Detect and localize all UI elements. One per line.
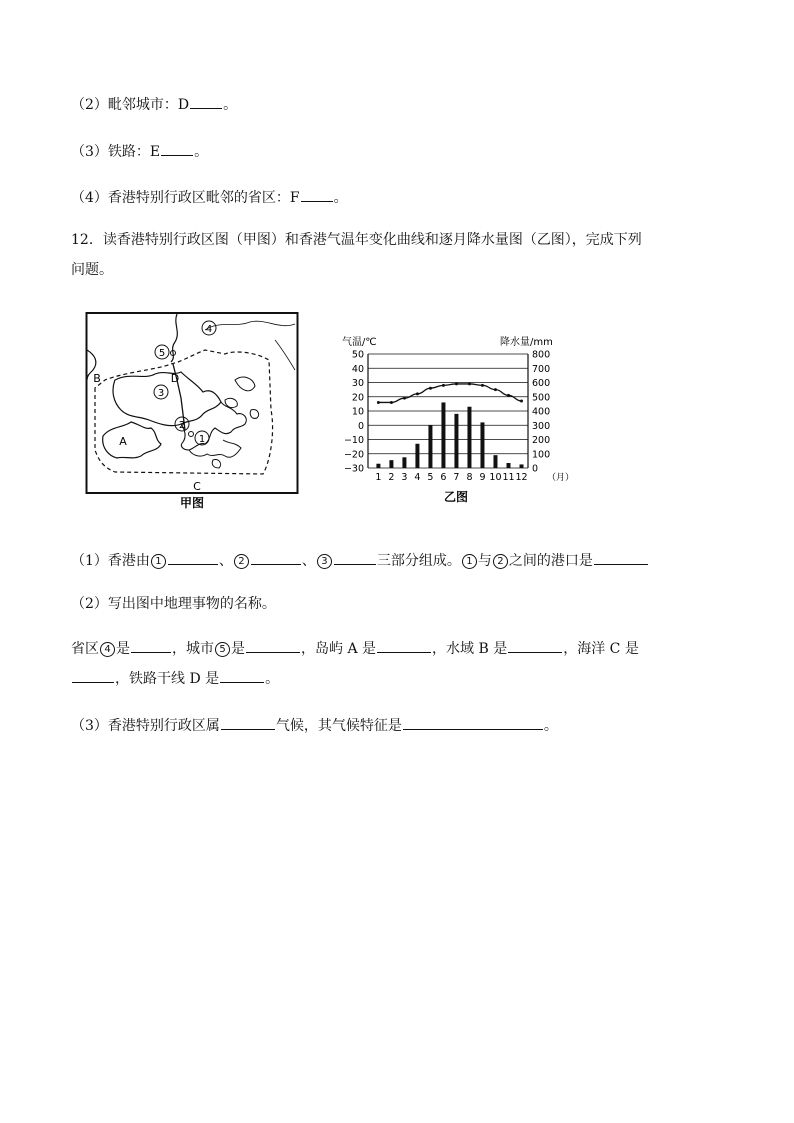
temperature-point [377,401,380,404]
precip-bar [493,455,497,468]
map-label-c: C [193,480,201,493]
precip-bar [480,422,484,468]
left-axis-label: 气温/℃ [342,337,377,348]
month-tick-label: 6 [440,472,447,483]
month-tick-label: 4 [414,472,421,483]
temp-tick-label: 40 [351,363,364,375]
temperature-point [507,394,510,397]
precip-bar [389,460,393,468]
precip-bar [402,457,406,468]
temperature-point [442,384,445,387]
s1-blank-1[interactable] [168,550,218,565]
precip-bar [519,464,523,468]
map-label-a: A [119,435,127,448]
temperature-point [455,382,458,385]
s2a-t6: ，海洋 C 是 [563,641,639,657]
circled-1b: 1 [462,554,477,569]
question-2-line [71,94,237,115]
temp-tick-label: 20 [351,392,364,404]
temp-tick-label: 30 [351,378,364,389]
precip-bar [428,425,432,468]
s2a-blank-1[interactable] [131,638,171,653]
map-caption: 甲图 [179,496,205,510]
s1-mid: 三部分组成。 [376,553,461,569]
right-axis-label: 降水量/mm [500,337,553,348]
precip-tick-label: 0 [532,463,539,475]
s1-blank-4[interactable] [594,550,648,565]
temperature-point [390,401,393,404]
s2a-pre: 省区 [71,641,99,657]
question-12-line2: 问题。 [71,262,113,278]
precip-tick-label: 100 [532,449,551,461]
map-label-d: D [170,372,180,385]
s3-blank-1[interactable] [221,715,275,730]
month-tick-label: 1 [375,472,382,483]
s1-sep2: 、 [301,553,316,569]
precip-tick-label: 600 [532,378,551,389]
s1-yu: 与 [477,553,492,569]
sub-question-2: （2）写出图中地理事物的名称。 [71,596,276,612]
s2b-t1: ，铁路干线 D 是 [115,671,220,687]
q2-blank[interactable] [190,94,222,109]
s1-blank-2[interactable] [251,550,301,565]
q2-end: 。 [223,97,238,113]
month-tick-label: 12 [515,472,528,483]
precip-tick-label: 200 [532,435,551,446]
q4-blank[interactable] [301,187,333,202]
s2a-t3: 是 [231,641,245,657]
circled-2b: 2 [493,554,508,569]
temp-tick-label: −30 [343,463,364,475]
precip-tick-label: 500 [532,392,551,404]
temp-tick-label: 10 [351,406,364,418]
s2a-blank-3[interactable] [377,638,431,653]
precip-tick-label: 400 [532,406,551,418]
temp-tick-label: 50 [351,349,364,361]
s2b-blank-1[interactable] [72,668,114,683]
circled-3: 3 [317,554,332,569]
month-tick-label: 5 [427,472,434,483]
s2a-t4: ，岛屿 A 是 [301,641,377,657]
temperature-point [520,400,523,403]
precip-bar [415,444,419,468]
hong-kong-map [85,310,300,510]
s1-text: （1）香港由 [71,553,150,569]
temperature-point [481,384,484,387]
s3-blank-2[interactable] [403,715,543,730]
temperature-point [494,388,497,391]
temp-tick-label: −10 [343,435,364,446]
circled-1: 1 [151,554,166,569]
precip-tick-label: 800 [532,349,551,361]
map-label-1: 1 [198,434,206,445]
month-tick-label: 9 [479,472,486,483]
sub-question-2-a [71,638,639,659]
map-label-3: 3 [157,388,165,399]
month-tick-label: 11 [502,472,515,483]
s2a-t2: ，城市 [172,641,214,657]
month-tick-label: 8 [466,472,473,483]
s3-post: 。 [543,718,558,734]
temperature-point [416,392,419,395]
chart-caption: 乙图 [443,490,469,504]
q4-end: 。 [333,190,348,206]
question-3-line [71,141,208,162]
map-frame [87,313,298,493]
s1-sep1: 、 [218,553,233,569]
sub-question-1 [71,550,649,571]
s3-mid: 气候，其气候特征是 [275,718,402,734]
month-tick-label: 3 [401,472,408,483]
q2-text: （2）毗邻城市：D [71,97,190,113]
s2b-post: 。 [265,671,280,687]
s2a-blank-2[interactable] [246,638,300,653]
map-label-4: 4 [205,324,213,335]
temp-tick-label: −20 [343,449,364,461]
s2a-t5: ，水域 B 是 [432,641,508,657]
circled-2: 2 [234,554,249,569]
s2b-blank-2[interactable] [220,668,264,683]
question-4-line [71,187,348,208]
map-label-b: B [93,372,101,385]
month-tick-label: 7 [453,472,460,483]
s2a-blank-4[interactable] [508,638,562,653]
precip-bar [506,463,510,468]
circled-5: 5 [215,642,230,657]
temperature-point [468,382,471,385]
s1-post: 之间的港口是 [508,553,593,569]
map-label-5: 5 [158,348,166,359]
precip-tick-label: 700 [532,363,551,375]
precip-bar [376,464,380,468]
s3-pre: （3）香港特别行政区属 [71,718,220,734]
q3-text: （3）铁路：E [71,144,161,160]
temperature-point [429,387,432,390]
precip-bar [467,407,471,468]
circled-4: 4 [100,642,115,657]
climate-chart [330,330,580,510]
precip-bar [454,414,458,468]
month-tick-label: 2 [388,472,395,483]
month-tick-label: 10 [489,472,502,483]
sub-question-2-b [71,668,279,689]
q4-text: （4）香港特别行政区毗邻的省区：F [71,190,300,206]
s1-blank-3[interactable] [334,550,376,565]
map-label-2: 2 [178,420,186,431]
q3-end: 。 [194,144,209,160]
question-12-line1: 12．读香港特别行政区图（甲图）和香港气温年变化曲线和逐月降水量图（乙图），完成下列 [71,232,642,248]
temperature-line [378,384,521,403]
q3-blank[interactable] [161,141,193,156]
temp-tick-label: 0 [357,420,364,432]
temperature-point [403,397,406,400]
s2a-t1: 是 [116,641,130,657]
precip-tick-label: 300 [532,420,551,432]
sub-question-3 [71,715,558,736]
precip-bar [441,402,445,468]
x-unit-label: （月） [547,473,575,483]
